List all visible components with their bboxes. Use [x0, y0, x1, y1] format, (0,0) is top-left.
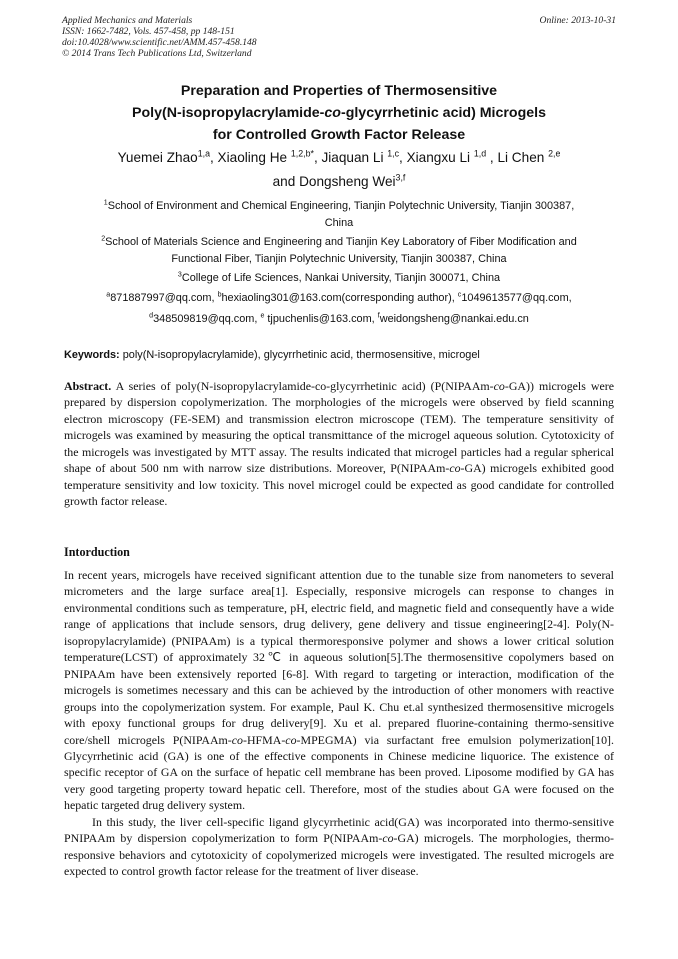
email-address: 871887997@qq.com, — [110, 292, 218, 304]
title-line-3: for Controlled Growth Factor Release — [212, 127, 466, 143]
copyright-line: © 2014 Trans Tech Publications Ltd, Switzerland — [62, 48, 252, 59]
affiliation-line — [62, 270, 616, 287]
author-list — [40, 146, 638, 194]
affiliation-sup: 2 — [101, 234, 106, 243]
author-name: Yuemei Zhao — [117, 150, 198, 165]
email-sup: e — [260, 310, 265, 319]
authors-line-1 — [40, 146, 638, 170]
email-line-2 — [62, 311, 616, 328]
abstract-label: Abstract. — [64, 379, 112, 393]
affiliation-1 — [62, 198, 616, 231]
email-line-1 — [62, 290, 616, 307]
author-sup: 1,2,b* — [290, 148, 314, 159]
email-address: 348509819@qq.com, — [153, 312, 261, 325]
paragraph-text: -MPEGMA) via surfactant free emulsion polymerization[10]. Glycyrrhetinic acid (GA) is one of the effective components in Chinese medicine liquorice. The existence of specific receptor of GA on the surface of hepatic cell membrane has been proved. Liposome modified by GA has very good targeting property toward hepatic cell. Therefore, most of the studies about GA were focused on the hepatic targeted drug delivery system. — [64, 732, 614, 813]
affiliation-2 — [62, 234, 616, 267]
affiliation-sup: 1 — [103, 198, 108, 207]
paper-title — [50, 80, 628, 146]
abstract — [64, 378, 614, 510]
email-sup: d — [149, 310, 154, 319]
authors-line-2 — [40, 170, 638, 194]
affiliation-sup: 3 — [177, 270, 182, 279]
author-emails — [62, 290, 616, 327]
co-italic: co — [382, 831, 394, 846]
keywords-label: Keywords: — [64, 349, 120, 361]
author-name: and Dongsheng Wei — [272, 174, 396, 189]
doi-line: doi:10.4028/www.scientific.net/AMM.457-458.148 — [62, 37, 257, 48]
journal-header — [62, 15, 482, 59]
title-co-italic: co — [324, 105, 341, 121]
journal-name: Applied Mechanics and Materials — [62, 15, 193, 26]
intro-paragraph-1 — [64, 567, 614, 814]
author-name: , Xiaoling He — [210, 150, 291, 165]
issn-line: ISSN: 1662-7482, Vols. 457-458, pp 148-151 — [62, 26, 235, 37]
affiliation-line — [62, 234, 616, 251]
title-line-1: Preparation and Properties of Thermosensitive — [180, 83, 498, 99]
author-name: , Xiangxu Li — [399, 150, 474, 165]
online-date: Online: 2013-10-31 — [539, 15, 616, 26]
author-name: , Li Chen — [486, 150, 549, 165]
keywords-text: poly(N-isopropylacrylamide), glycyrrhetinic acid, thermosensitive, microgel — [119, 349, 480, 361]
author-name: , Jiaquan Li — [313, 150, 388, 165]
abstract-text: -GA)) microgels were prepared by dispersion copolymerization. The morphologies of the microgels were observed by field scanning electron microscopy (FE-SEM) and transmission electron microscope (TEM). The temperature sensitivity of microgels was examined by measuring the optical transmittance of the microgel aqueous solution. Cytotoxicity of the microgels was investigated by MTT assay. The results indicated that microgel particles had a regular spherical shape of about 500 nm with narrow size distributions. Moreover, P(NIPAAm- — [64, 379, 614, 476]
affiliation-text: School of Materials Science and Engineering and Tianjin Key Laboratory of Fiber Modification and — [105, 236, 577, 248]
abstract-co-italic: co — [493, 379, 505, 393]
affiliation-text: School of Environment and Chemical Engineering, Tianjin Polytechnic University, Tianjin 300387, — [107, 200, 575, 212]
title-text: Poly(N-isopropylacrylamide- — [132, 105, 325, 121]
paragraph-text: In this study, the liver cell-specific ligand glycyrrhetinic acid(GA) was incorporated into thermo-sensitive PNIPAAm by dispersion copolymerization to form P(NIPAAm- — [64, 814, 614, 846]
abstract-text: -GA) microgels exhibited good temperature sensitivity and low toxicity. This novel microgel could be expected as good candidate for controlled growth factor release. — [64, 461, 614, 509]
affiliation-line — [62, 198, 616, 215]
abstract-co-italic: co — [449, 461, 461, 476]
email-sup: a — [106, 290, 111, 299]
abstract-text: A series of poly(N-isopropylacrylamide-co-glycyrrhetinic acid) (P(NIPAAm- — [111, 379, 494, 393]
email-address: hexiaoling301@163.com(corresponding author), — [221, 292, 458, 304]
affiliation-text: College of Life Sciences, Nankai University, Tianjin 300071, China — [181, 272, 501, 284]
paragraph-text: In recent years, microgels have received significant attention due to the tunable size from nanometers to several micrometers and the large surface area[1]. Especially, responsive microgels can response to changes in environmental conditions such as temperature, pH, electric field, and magnetic field and consequently have a wide range of applications that include sensors, drug delivery, gene delivery and tissue engineering[2-4]. Poly(N-isopropylacrylamide) (PNIPAAm) is a typical thermoresponsive polymer and shows a lower critical solution temperature(LCST) of approximately 32℃ in aqueous solution[5].The thermosensitive copolymers based on PNIPAAm have been extensively reported [6-8]. With regard to targeting or interaction, modification of the microgels is sometimes necessary and this can be achieved by the introduction of other monomers with reactive groups into the copolymerization system. For example, Paul K. Chu et.al synthesized thermosensitive microgels with epoxy functional groups for drug delivery[9]. Xu et al. prepared fluorine-containing thermo-sensitive core/shell microgels P(NIPAAm- — [64, 568, 614, 747]
title-line-2 — [50, 102, 628, 124]
author-sup: 1,d — [473, 148, 487, 159]
author-sup: 3,f — [395, 172, 406, 183]
paragraph-text: -HFMA- — [243, 732, 286, 747]
email-address: weidongsheng@nankai.edu.cn — [379, 312, 529, 325]
author-sup: 2,e — [548, 148, 561, 159]
section-heading: Intorduction — [64, 545, 130, 559]
keywords — [64, 347, 624, 363]
intro-paragraph-2 — [64, 814, 614, 880]
affiliation-line: China — [324, 216, 354, 229]
title-text: -glycyrrhetinic acid) Microgels — [340, 105, 546, 121]
author-sup: 1,c — [387, 148, 400, 159]
co-italic: co — [285, 732, 297, 747]
co-italic: co — [231, 732, 244, 747]
email-address: 1049613577@qq.com, — [461, 292, 572, 304]
affiliation-line: Functional Fiber, Tianjin Polytechnic University, Tianjin 300387, China — [171, 252, 507, 265]
author-sup: 1,a — [197, 148, 210, 159]
paragraph-text: -GA) microgels. The morphologies, thermo-responsive behaviors and cytotoxicity of copolymerized microgels were investigated. The resulted microgels are expected to control growth factor release for the treatment of liver disease. — [64, 831, 615, 879]
email-sup: f — [377, 310, 380, 319]
introduction-body — [64, 567, 614, 880]
email-sup: c — [457, 290, 462, 299]
affiliation-3 — [62, 270, 616, 287]
email-sup: b — [217, 290, 222, 299]
email-address: tjpuchenlis@163.com, — [264, 312, 378, 325]
